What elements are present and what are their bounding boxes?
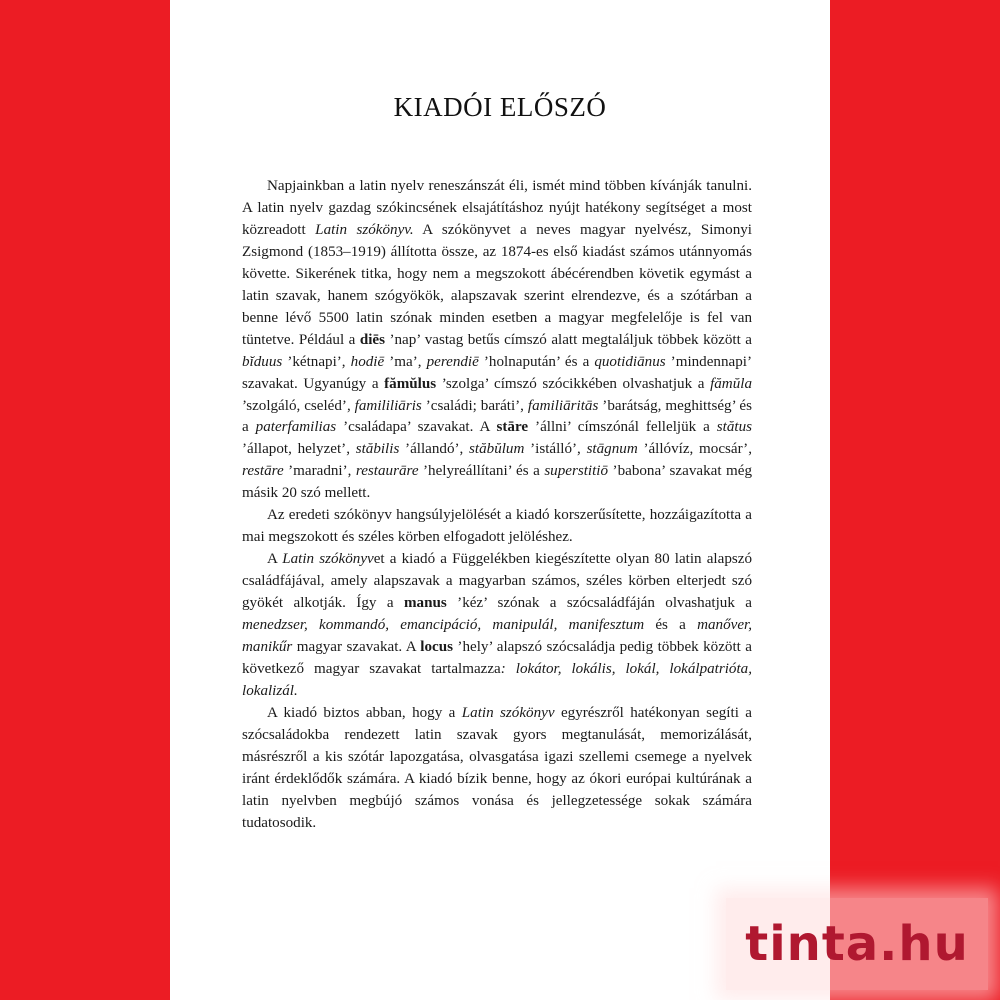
paragraph-4 [242,703,752,835]
italic-term: restāre [242,463,284,480]
italic-term: Latin szókönyv [461,704,555,721]
text-run: egyrészről hatékonyan segíti a szócsaládokba rendezett latin szavak gyors megtanulását, memorizálását, másrészről a kis szótár lapozgatása, olvasgatása igazi szellemi csemege a nyelvek iránt érdeklődők számára. A kiadó bízik benne, hogy az ókori európai kultúrának a latin nyelvben megbújó számos vonása és jellegzetessége sokak számára tudatosodik. [242,704,752,831]
text-run: ’barátság, meghittség’ és a [242,397,752,436]
text-run: ’istálló’, [524,441,587,458]
text-run: ’családi; baráti’, [421,397,528,414]
paragraph-2: Az eredeti szókönyv hangsúlyjelölését a kiadó korszerűsítette, hozzáigazította a mai megszokott és széles körben elfogadott jelöléshez. [242,507,752,546]
italic-term: restaurāre [355,463,419,480]
text-run: ’kéz’ szónak a szócsaládfáján olvashatjuk a [446,595,752,612]
text-run: ’babona’ szavakat még másik 20 szó mellett. [242,463,752,502]
text-run: ’szolgáló, cseléd’, [242,397,355,414]
italic-term: manőver, manikűr [242,617,753,656]
italic-term: stătus [716,419,752,436]
text-run: ’nap’ vastag betűs címszó alatt megtalálјuk többek között a [385,331,752,348]
italic-term: menedzser, kommandó, emancipáció, manipulál, manifesztum [242,617,645,634]
italic-term: familiāritās [527,397,599,414]
text-run: ’állapot, helyzet’, [242,441,356,458]
paragraph-3 [242,549,752,703]
italic-term: : lokátor, lokális, lokál, lokálpatrióta, lokalizál. [242,660,752,699]
italic-term: stăbŭlum [469,441,525,458]
text-run: ’ma’, [384,353,427,370]
text-run: magyar szavakat. A [292,639,421,656]
italic-term: Latin szókönyv [282,551,374,568]
text-run: ’állni’ címszónál felleljük a [528,419,717,436]
italic-term: Latin szókönyv. [315,221,414,238]
bold-headword: stāre [496,419,529,436]
text-run: ’holnapután’ és a [478,353,595,370]
watermark-text: tinta.hu [745,916,969,972]
italic-term: perendiē [426,353,479,370]
book-page [170,0,830,1000]
italic-term: paterfamilias [255,419,337,436]
italic-term: stāgnum [586,441,638,458]
text-run: ’állandó’, [399,441,470,458]
paragraph-1 [242,176,752,505]
text-run: ’állóvíz, mocsár’, [637,441,752,458]
bold-headword: locus [420,639,453,656]
italic-term: superstitiō [544,463,609,480]
text-run: A [267,551,283,568]
bold-headword: diēs [359,331,385,348]
page-title: KIADÓI ELŐSZÓ [393,92,607,122]
bold-headword: manus [403,595,447,612]
watermark-logo [726,898,988,990]
text-run: A kiadó biztos abban, hogy a [267,704,462,721]
bold-headword: fămŭlus [384,375,437,392]
text-run: ’kétnapi’, [282,353,351,370]
text-run: ’helyreállítani’ és a [418,463,545,480]
italic-term: famililiāris [354,397,422,414]
text-run: és a [644,617,698,634]
text-run: ’családapa’ szavakat. A [336,419,497,436]
italic-term: stăbilis [355,441,400,458]
preface-body [242,176,752,835]
italic-term: quotidiānus [594,353,666,370]
italic-term: hodiē [350,353,385,370]
text-run: ’mindennapi’ szavakat. Ugyanúgy a [242,353,752,392]
text-run: ’szolga’ címszó szócikkében olvashatjuk a [436,375,711,392]
text-run: ’maradni’, [283,463,356,480]
italic-term: bĭduus [242,353,283,370]
text-run: A szókönyvet a neves magyar nyelvész, Simonyi Zsigmond (1853–1919) állította össze, az 1874-es első kiadást számos utánnyomás követte. Sikerének titka, hogy nem a megszokott ábécérendben követik egymást a latin szavak, hanem szógyökök, alapszavak szerint elrendezve, és a szótárban a benne lévő 5500 latin szónak minden esetben a magyar megfelelője is fel van tüntetve. Például a [242,221,752,348]
italic-term: fămŭla [710,375,752,392]
text-run: Napjainkban a latin nyelv reneszánszát éli, ismét mind többen kívánják tanulni. A latin nyelv gazdag szókincsének elsajátításhoz nyújt hatékony segítséget a most közreadott [242,178,752,238]
text-run: et a kiadó a Függelékben kiegészítette olyan 80 latin alapszó családfájával, amely alapszavak a magyarban számos, széles körben elterjedt szó gyökét alkotják. Így a [242,551,752,612]
text-run: ’hely’ alapszó szócsaládja pedig többek között a következő magyar szavakat tartalmazza [242,639,752,677]
